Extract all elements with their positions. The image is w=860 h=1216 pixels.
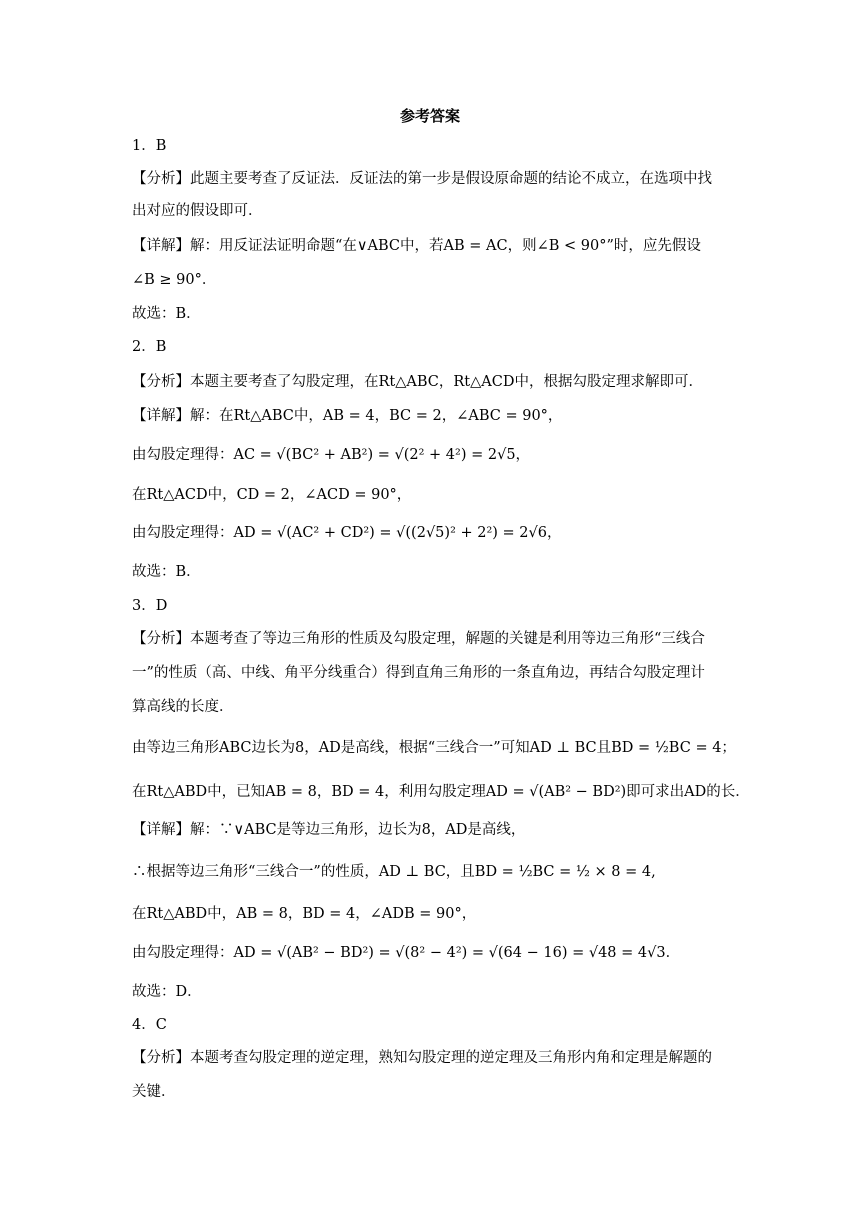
answer-3-calc-ad: 由勾股定理得：AD = √(AB² − BD²) = √(8² − 4²) = √(64 − 16) = √48 = 4√3． (132, 945, 681, 961)
answer-2-analysis: 【分析】本题主要考查了勾股定理，在Rt△ABC，Rt△ACD中，根据勾股定理求解即可． (132, 374, 703, 390)
answer-2-choice: 故选：B． (132, 564, 201, 580)
answer-3-triangle-abd: 在Rt△ABD中，AB = 8，BD = 4，∠ADB = 90°， (132, 906, 477, 922)
answer-1-detail: 【详解】解：用反证法证明命题“在∨ABC中，若AB = AC，则∠B < 90°”时，应先假设 (132, 238, 701, 254)
answer-3-analysis: 【分析】本题考查了等边三角形的性质及勾股定理，解题的关键是利用等边三角形“三线合 (132, 631, 705, 647)
answer-4-analysis: 【分析】本题考查勾股定理的逆定理，熟知勾股定理的逆定理及三角形内角和定理是解题的 (132, 1050, 712, 1066)
answer-3-reasoning-cont: 在Rt△ABD中，已知AB = 8，BD = 4，利用勾股定理AD = √(AB² − BD²)即可求出AD的长． (132, 784, 750, 800)
answer-2-heading: 2．B (132, 339, 167, 355)
answer-3-reasoning: 由等边三角形ABC边长为8，AD是高线，根据“三线合一”可知AD ⊥ BC且BD = ½BC = 4； (132, 740, 736, 756)
answer-3-analysis-cont: 一”的性质（高、中线、角平分线重合）得到直角三角形的一条直角边，再结合勾股定理计 (132, 665, 705, 681)
answer-2-calc-ac: 由勾股定理得：AC = √(BC² + AB²) = √(2² + 4²) = 2√5， (132, 447, 531, 463)
answer-4-analysis-cont: 关键． (132, 1084, 176, 1100)
answer-3-detail: 【详解】解：∵∨ABC是等边三角形，边长为8，AD是高线， (132, 822, 526, 838)
answer-4-heading: 4．C (132, 1017, 167, 1033)
answer-1-detail-cont: ∠B ≥ 90°． (132, 272, 217, 288)
answer-3-choice: 故选：D． (132, 984, 202, 1000)
answer-2-triangle-acd: 在Rt△ACD中，CD = 2，∠ACD = 90°， (132, 487, 412, 503)
answer-1-analysis: 【分析】此题主要考查了反证法．反证法的第一步是假设原命题的结论不成立，在选项中找 (132, 171, 712, 187)
answer-2-detail: 【详解】解：在Rt△ABC中，AB = 4，BC = 2，∠ABC = 90°， (132, 408, 563, 424)
answer-1-heading: 1．B (132, 138, 167, 154)
answer-1-choice: 故选：B． (132, 306, 201, 322)
answer-3-heading: 3．D (132, 598, 168, 614)
answer-2-calc-ad: 由勾股定理得：AD = √(AC² + CD²) = √((2√5)² + 2²) = 2√6， (132, 525, 562, 541)
answer-1-analysis-cont: 出对应的假设即可． (132, 203, 263, 219)
page-title: 参考答案 (399, 107, 460, 125)
answer-3-detail-property: ∴根据等边三角形“三线合一”的性质，AD ⊥ BC，且BD = ½BC = ½ × 8 = 4, (132, 864, 656, 880)
answer-3-analysis-end: 算高线的长度． (132, 699, 234, 715)
